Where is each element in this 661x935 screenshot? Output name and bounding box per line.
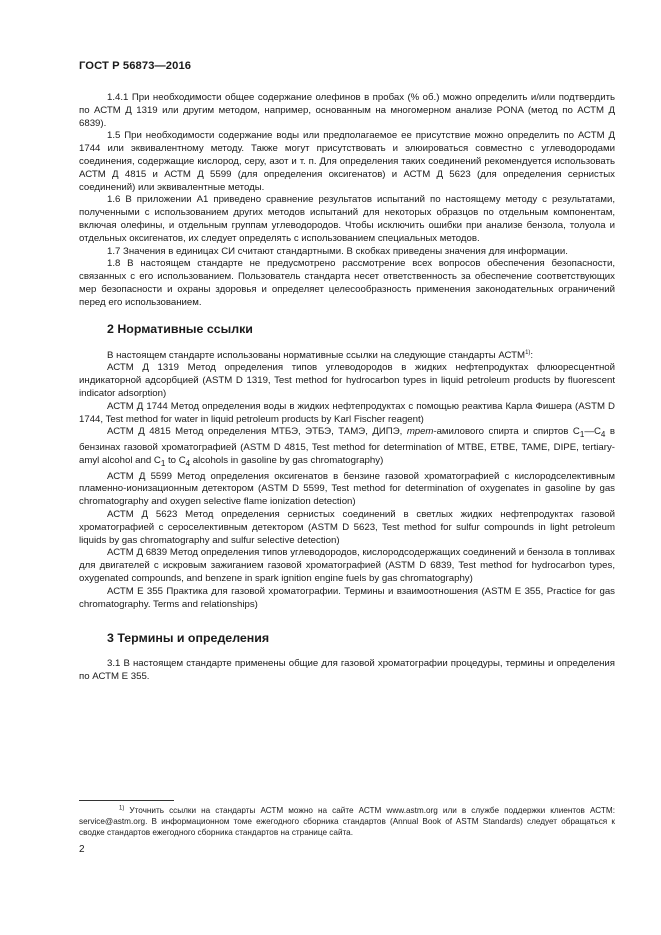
ref4815-sub1: 1 — [579, 430, 585, 440]
document-body — [79, 92, 615, 684]
reference-astm-e355: АСТМ Е 355 Практика для газовой хроматографии. Термины и взаимоотношения (ASTM E 355, Practice for gas chromatography. Terms and relationships) — [79, 585, 615, 610]
footnote-divider — [79, 800, 174, 801]
ref4815-sub2: 4 — [600, 430, 606, 440]
paragraph-1-7: 1.7 Значения в единицах СИ считают стандартными. В скобках приведены значения для информации. — [107, 245, 568, 257]
page-number: 2 — [79, 844, 85, 855]
section-3-title: 3 Термины и определения — [107, 631, 270, 646]
reference-astm-d5623: АСТМ Д 5623 Метод определения сернистых соединений в светлых жидких нефтепродуктах газовой хроматографией с сероселективным детектором (ASTM D 5623, Test method for sulfur compounds in light petroleum liquids by gas chromatography and sulfur selective detection) — [79, 508, 615, 546]
footnote-marker: 1) — [119, 805, 125, 812]
ref4815-sub4: 4 — [185, 458, 191, 468]
standard-code-header: ГОСТ Р 56873—2016 — [79, 60, 192, 72]
ref4815-part-f: alcohols in gasoline by gas chromatography) — [190, 454, 384, 466]
reference-astm-d1744: АСТМ Д 1744 Метод определения воды в жидких нефтепродуктах с помощью реактива Карла Фишера (ASTM D 1744, Test method for water in liquid petroleum products by Karl Fischer reagent) — [79, 400, 615, 425]
ref4815-part-c: —С — [584, 426, 601, 438]
footnote-text-block — [79, 805, 615, 838]
ref4815-sub3: 1 — [160, 458, 166, 468]
ref4815-part-e: to C — [165, 454, 186, 466]
ref4815-part-d: в бензинах газовой хроматографией (ASTM D 4815, Test method for determination of MTBE, ETBE, TAME, DIPE, tertiary-amyl alcohol and C — [79, 426, 615, 466]
paragraph-1-6: 1.6 В приложении А1 приведено сравнение результатов испытаний по настоящему методу с результатами, полученными с использованием других методов испытаний для некоторых образцов по отдельным компонентам, включая олефины, и отдельным группам углеводородов. Чтобы исключить ошибки при анализе бензола, толуола и отдельных оксигенатов, их следует определять с использованием специальных методов. — [79, 194, 615, 244]
reference-astm-d5599: АСТМ Д 5599 Метод определения оксигенатов в бензине газовой хроматографией с кислородселективным пламенно-ионизационным детектором (ASTM D 5599, Test method for determination of oxygenates in gasoline by gas chromatography and oxygen selective flame ionization detection) — [79, 470, 615, 508]
section-2-intro-text: В настоящем стандарте использованы нормативные ссылки на следующие стандарты АСТМ — [107, 349, 526, 361]
reference-astm-d4815 — [79, 426, 615, 470]
section-2-intro — [79, 350, 615, 363]
footnote-text: Уточнить ссылки на стандарты АСТМ можно на сайте АСТМ www.astm.org или в службе поддержки клиентов АСТМ: service@astm.org. В информационном томе ежегодного сборника стандартов (Annual Book of ASTM Standards) следует обращаться к сводке стандартов ежегодного сборника стандартов на странице сайта. — [79, 806, 615, 837]
section-2-title: 2 Нормативные ссылки — [107, 321, 253, 336]
ref4815-part-a: АСТМ Д 4815 Метод определения МТБЭ, ЭТБЭ, ТАМЭ, ДИПЭ, — [107, 426, 407, 438]
paragraph-1-4-1: 1.4.1 При необходимости общее содержание олефинов в пробах (% об.) можно определить и/или подтвердить по АСТМ Д 1319 или другим методом, например, основанным на многомерном анализе PONA (метод по АСТМ Д 6839). — [79, 92, 615, 129]
paragraph-1-5: 1.5 При необходимости содержание воды или предполагаемое ее присутствие можно определить по АСТМ Д 1744 или эквивалентному методу. Также могут присутствовать и элюироваться совместно с углеводородами соединения, содержащие кислород, серу, азот и т. п. Для определения таких соединений рекомендуется использовать АСТМ Д 4815 и АСТМ Д 5599 (для определения оксигенатов) и АСТМ Д 5623 (для определения сернистых соединений) или эквивалентные методы. — [79, 130, 615, 193]
footnote-ref-marker: 1) — [525, 349, 531, 356]
ref4815-part-b: -амилового спирта и спиртов С — [433, 426, 580, 438]
ref4815-italic: трет — [406, 426, 434, 438]
reference-astm-d6839: АСТМ Д 6839 Метод определения типов углеводородов, кислородсодержащих соединений и бензола в топливах для двигателей с искровым зажиганием газовой хроматографией (ASTM D 6839, Test method for hydrocarbon types, oxygenated compounds, and benzene in spark ignition engine fuels by gas chromatography) — [79, 547, 615, 584]
footnote — [79, 805, 615, 838]
paragraph-3-1: 3.1 В настоящем стандарте применены общие для газовой хроматографии процедуры, термины и определения по АСТМ Е 355. — [79, 658, 615, 683]
paragraph-1-8: 1.8 В настоящем стандарте не предусмотрено рассмотрение всех вопросов обеспечения безопасности, связанных с его использованием. Пользователь стандарта несет ответственность за обеспечение соответствующих мер безопасности и охраны здоровья и определяет целесообразность применения законодательных ограничений перед его использованием. — [79, 258, 615, 308]
section-2-intro-end: : — [530, 349, 534, 361]
reference-astm-d1319: АСТМ Д 1319 Метод определения типов углеводородов в жидких нефтепродуктах флюоресцентной индикаторной адсорбцией (ASTM D 1319, Test method for hydrocarbon types in liquid petroleum products by fluorescent indicator adsorption) — [79, 362, 615, 399]
